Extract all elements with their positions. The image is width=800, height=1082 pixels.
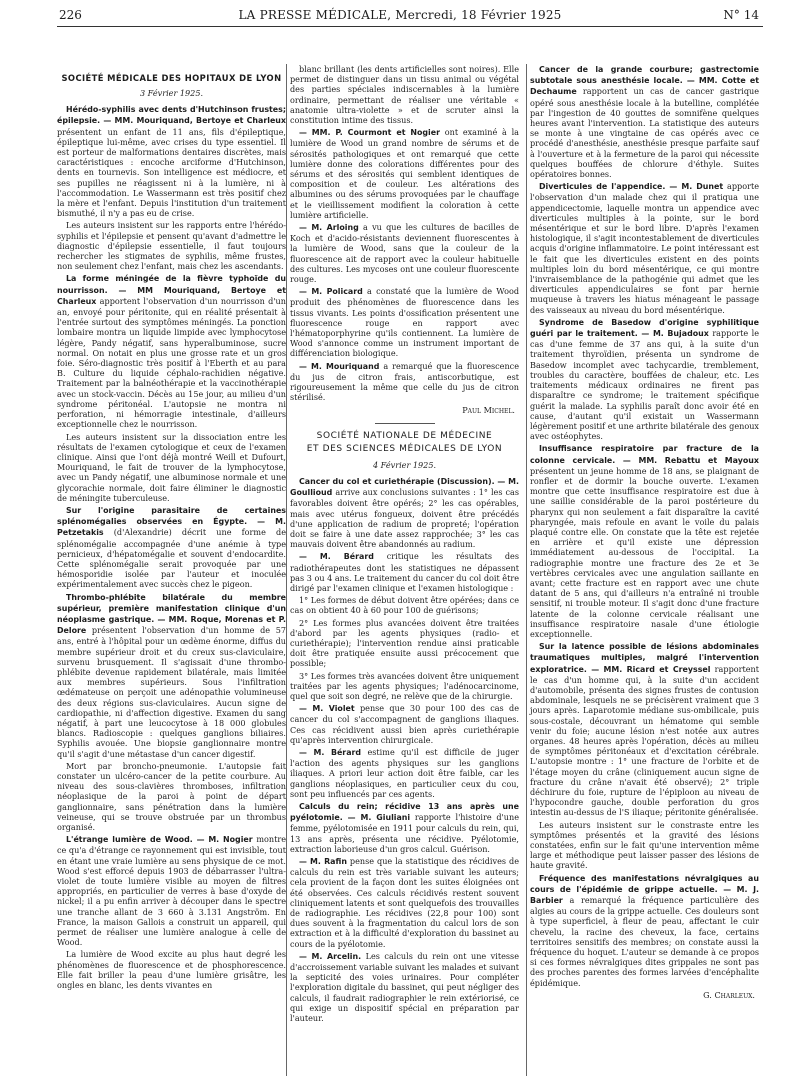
paragraph (57, 949, 286, 990)
paragraph (57, 761, 286, 832)
paragraph-heading: — M. Mouriquand (299, 361, 380, 371)
paragraph (290, 286, 519, 358)
paragraph (530, 317, 759, 441)
paragraph (290, 127, 519, 220)
column-1 (57, 70, 286, 992)
paragraph-text: Les auteurs insistent sur les rapports entre l'hérédo-syphilis et l'épilepsie et pensent qu'avant d'admettre le diagnostic d'épilepsie essentielle, il faut toujours rechercher les stigmates de syphilis, même frustes, non seulement chez l'enfant, mais chez les ascendants. (57, 220, 286, 272)
paragraph-text: présentent un jeune homme de 18 ans, se plaignant de ronfler et de dormir la bouche ouverte. L'examen montre que cette insuffisance respiratoire est due à une saillie considérable de la paroi postérieure du pharynx qui non seulement a fait disparaître la cavité pharyngée, mais refoule en avant le voile du palais plaqué contre elle. On constate que la tête est rejetée en arrière et qu'il existe une dépression immédiatement au-dessous de l'occipital. La radiographie montre une fracture des 2e et 3e vertèbres cervicales avec une angulation saillante en avant; cette fracture est en rapport avec une chute datant de 5 ans, qui d'ailleurs n'a entraîné ni trouble sensitif, ni trouble moteur. Il s'agit donc d'une fracture latente de la colonne cervicale réalisant une insuffisance respiratoire nasale d'une étiologie exceptionnelle. (530, 465, 759, 639)
paragraph-heading: Fréquence des manifestations névralgiques au cours de l'épidémie de grippe actuelle. — M. J. Barbier (530, 873, 759, 906)
paragraph (290, 747, 519, 799)
paragraph-heading: — M. Bérard (299, 747, 362, 757)
paragraph-text: apportent l'observation d'un nourrisson d'un an, envoyé pour péritonite, qui en réalité présentait à l'entrée surtout des symptômes méningés. La ponction lombaire montra un liquide limpide avec lymphocytose légère, Pandy négatif, sans hyperalbuminose, sucre normal. On notait en plus une grosse rate et un gros foie. Séro-diagnostic très positif à l'Eberth et au para B. Culture du liquide céphalo-rachidien négative. Traitement par la balnéothérapie et la vaccinothérapie avec un stock-vaccin. Décès au 15e jour, au milieu d'un syndrome péritonéal. L'autopsie ne montra ni perforation, ni hémorragie intestinale, d'ailleurs exceptionnelle chez le nourrisson. (57, 295, 286, 430)
paragraph (290, 222, 519, 284)
paragraph-heading: L'étrange lumière de Wood. — M. Nogier (66, 835, 253, 845)
paragraph-text: présentent un enfant de 11 ans, fils d'épileptique, épileptique lui-même, avec crises du type essentiel. Il est porteur de malformations dentaires discrètes, mais caractéristiques : encoche arciforme d'Hutchinson, dents en tournevis. Son intelligence est médiocre, et ses pupilles ne réagissent ni à la lumière, ni à l'accommodation. Le Wassermann est très positif chez la mère et l'enfant. Depuis l'institution d'un traitement bismuthé, il n'y a pas eu de crise. (57, 126, 286, 219)
paragraph-heading: — M. Rafin (299, 857, 347, 867)
paragraph-text: apporte l'observation d'un malade chez qui il pratiqua une appendicectomie, laquelle montra un appendice avec diverticules multiples à la pointe, sur le bord mésentérique et sur le bord libre. D'après l'examen histologique, il s'agit incontestablement de diverticules acquis d'origine inflammatoire. Le point intéressant est le fait que les diverticules existent en des points multiples loin du bord mésentérique, ce qui montre l'invraisemblance de la pathogénie qui admet que les diverticules appendiculaires se font par hernie muqueuse à travers les hiatus ménageant le passage des vaisseaux au niveau du bord mésentérique. (530, 181, 760, 315)
paragraph (290, 703, 519, 745)
paragraph (290, 671, 519, 702)
paragraph (57, 505, 286, 590)
paragraph-heading: — M. Policard (299, 287, 363, 297)
paragraph (530, 443, 759, 639)
page-header (0, 0, 800, 28)
paragraph-heading: — M. Violet (299, 704, 355, 714)
paragraph (290, 361, 519, 403)
paragraph (57, 104, 286, 218)
paragraph (57, 432, 286, 503)
society-heading: SOCIÉTÉ NATIONALE DE MÉDECINE (316, 430, 493, 441)
signature: G. Charleux. (703, 989, 755, 1000)
paragraph-heading: Cancer du col et curiethérapie (Discussion). — M. Goullioud (290, 476, 519, 498)
header-rule (57, 26, 763, 27)
paragraph-text: a remarqué que la fluorescence du jus de citron frais, antiscorbutique, est rigoureusement la même que celle du jus de citron stérilisé. (290, 360, 520, 403)
session-date: 3 Février 1925. (139, 88, 204, 98)
paragraph (530, 873, 759, 988)
paragraph (290, 951, 519, 1023)
paragraph-text: rapportent le cas d'un homme qui, à la suite d'un accident d'automobile, présenta des signes frustes de contusion abdominale, lesquels ne se précisèrent vraiment que 3 jours après. Laparotomie médiane sus-ombilicale, puis sous-costale, découvrant un hématome qui semble venir du foie; aucune lésion n'est notée aux autres organes. 48 heures après l'opération, décès au milieu de symptômes péritonéaux et d'excitation cérébrale. L'autopsie montre : 1° une fracture de l'orbite et de l'étage moyen du crâne (cliniquement aucun signe de fracture du crâne n'avait été observé); 2° triple déchirure du foie, rupture de l'épiploon au niveau de l'hypocondre gauche, double perforation du gros intestin au-dessus de l'S iliaque; péritonite généralisée. (530, 663, 759, 818)
paragraph-text: (d'Alexandrie) décrit une forme de splénomégalie accompagnée d'une anémie à type pernicieux, d'hépatomégalie et souvent d'endocardite. Cette splénomégalie serait provoquée par une hémosporidie isolée par l'auteur et inoculée expérimentalement avec succès chez le pigeon. (57, 527, 286, 590)
paragraph-text: rapporte le cas d'une femme de 37 ans qui, à la suite d'un traitement thyroïdien, présenta un syndrome de Basedow incomplet avec tachycardie, tremblement, troubles du caractère, bouffées de chaleur, etc. Les traitements médicaux ordinaires ne firent pas disparaître ce syndrome; le traitement spécifique guérit la malade. La syphilis paraît donc avoir été en cause, d'autant qu'il existait un Wassermann légèrement positif et une arthrite bilatérale des genoux avec ostéophytes. (530, 328, 759, 442)
col3-body (530, 64, 759, 988)
section-rule (375, 423, 435, 424)
paragraph (290, 476, 519, 549)
paragraph-text: 3° Les formes très avancées doivent être uniquement traitées par les agents physiques; l'adénocarcinome, quel que soit son degré, ne relève que de la chirurgie. (290, 670, 519, 701)
paragraph-text: rapportent un cas de cancer gastrique opéré sous anesthésie locale à la butelline, complétée par l'ingestion de 40 gouttes de somnifène quelques heures avant l'intervention. La statistique des auteurs se monte à une vingtaine de cas opérés avec ce procédé d'anesthésie, anesthésie presque parfaite sauf à l'ouverture et à la fermeture de la paroi qui nécessite quelques bouffées de chlorure d'éthyle. Suites opératoires bonnes. (530, 86, 759, 180)
paragraph-text: Les calculs du rein ont une vitesse d'accroissement variable suivant les malades et suivant la septicité des voies urinaires. Pour compléter l'exploration digitale du bassinet, qui peut négliger des calculs, il faudrait radiographier le rein extériorisé, ce qui exige un dispositif spécial en préparation par l'auteur. (290, 950, 519, 1024)
journal-title: LA PRESSE MÉDICALE, Mercredi, 18 Février 1925 (238, 8, 562, 22)
paragraph-text: rapporte l'histoire d'une femme, pyélotomisée en 1911 pour calculs du rein, qui, 13 ans après, présenta une récidive. Pyélotomie, extraction laborieuse d'un gros calcul. Guérison. (290, 812, 519, 854)
paragraph (530, 64, 759, 179)
paragraph (530, 181, 759, 315)
page-number: 226 (59, 8, 82, 22)
column-2 (290, 64, 519, 1025)
paragraph-heading: Calculs du rein; récidive 13 ans après une pyélotomie. — M. Giuliani (290, 802, 519, 823)
paragraph-heading: Sur l'origine parasitaire de certaines splénomégalies observées en Égypte. — M. Petzetakis (57, 505, 286, 538)
paragraph-text: Mort par broncho-pneumonie. L'autopsie fait constater un ulcéro-cancer de la petite courbure. Au niveau des sous-clavières thromboses, infiltration néoplasique de la paroi à point de départ ganglionnaire, sans pénétration dans la lumière veineuse, qui se trouve obstruée par un thrombus organisé. (57, 760, 286, 833)
paragraph (530, 641, 759, 817)
paragraph-heading: Thrombo-phlébite bilatérale du membre supérieur, première manifestation clinique d'un néoplasme gastrique. — MM. Roque, Morenas et P. Delore (57, 592, 286, 636)
paragraph-text: Les auteurs insistent sur le constraste entre les symptômes présentés et la gravité des lésions constatées, enfin sur le fait qu'une intervention même large et méthodique peut laisser passer des lésions de haute gravité. (530, 819, 759, 871)
society-heading: SOCIÉTÉ MÉDICALE DES HOPITAUX DE LYON (61, 73, 282, 83)
col2-body-2 (290, 476, 519, 1023)
paragraph-text: La lumière de Wood excite au plus haut degré les phénomènes de fluorescence et de phosphorescence. Elle fait briller la peau d'une lumière grisâtre, les ongles en blanc, les dents vivantes en (57, 949, 286, 991)
paragraph (57, 592, 286, 759)
signature: Paul Michel. (462, 404, 515, 415)
paragraph (290, 64, 519, 125)
column-divider (526, 64, 527, 1076)
paragraph (290, 551, 519, 593)
paragraph-text: arrive aux conclusions suivantes : 1° les cas favorables doivent être opérés; 2° les cas opérables, mais avec utérus fongueux, doivent être précédés d'une application de radium de propreté; l'opération doit se faire à une date assez rapprochée; 3° les cas mauvais doivent être abandonnés au radium. (290, 487, 519, 550)
paragraph (290, 801, 519, 854)
paragraph-heading: — MM. P. Courmont et Nogier (299, 128, 440, 138)
paragraph-heading: Diverticules de l'appendice. — M. Dunet (539, 182, 724, 192)
paragraph-heading: Syndrome de Basedow d'origine syphilitique guéri par le traitement. — M. Bujadoux (530, 317, 759, 339)
paragraph-text: critique les résultats des radiothérapeutes dont les statistiques ne dépassent pas 3 ou 4 ans. Le traitement du cancer du col doit être dirigé par l'examen clinique et l'examen histologique : (290, 551, 520, 593)
paragraph-text: a vu que les cultures de bacilles de Koch et d'acido-résistants deviennent fluorescentes à la lumière de Wood, sans que la couleur de la fluorescence ait de rapport avec la couleur habituelle des cultures. Les mycoses ont une couleur fluorescente rouge. (290, 222, 519, 285)
paragraph-text: 2° Les formes plus avancées doivent être traitées d'abord par les agents physiques (radio- et curiethérapie); l'intervention rendue ainsi praticable doit être pratiquée ensuite aussi précocement que possible; (290, 617, 519, 669)
session-date: 4 Février 1925. (372, 459, 437, 470)
paragraph-text: a constaté que la lumière de Wood produit des phénomènes de fluorescence dans les tissus vivants. Les points d'ossification présentent une fluorescence rouge en rapport avec l'hématoporphyrine qu'ils contiennent. La lumière de Wood s'annonce comme un instrument important de différenciation biologique. (290, 286, 519, 359)
paragraph-text: présentent l'observation d'un homme de 57 ans, entré à l'hôpital pour un œdème énorme, diffus du membre supérieur droit et du creux sus-claviculaire, survenu brusquement. Il s'agissait d'une thrombo-phlébite devenue rapidement bilatérale, mais limitée aux membres supérieurs. Sous l'infiltration œdémateuse on perçoit une adénopathie volumineuse des deux régions sus-claviculaires. Aucun signe de cardiopathie, ni d'affection digestive. Examen du sang négatif, à part une leucocytose à 18 000 globules blancs. Radioscopie : quelques ganglions biliaires. Syphilis avouée. Une biopsie ganglionnaire montre qu'il s'agit d'une métastase d'un cancer digestif. (57, 625, 286, 759)
society-heading-line2: ET DES SCIENCES MÉDICALES DE LYON (306, 443, 503, 454)
column-3 (530, 64, 759, 1008)
paragraph-text: pense que 30 pour 100 des cas de cancer du col s'accompagnent de ganglions iliaques. Ces cas récidivent aussi bien après curiethérapie qu'après intervention chirurgicale. (290, 703, 520, 745)
paragraph (290, 856, 519, 949)
paragraph (290, 595, 519, 615)
paragraph-heading: Insuffisance respiratoire par fracture de la colonne cervicale. — MM. Rebattu et Mayoux (530, 444, 759, 465)
paragraph-text: ont examiné à la lumière de Wood un grand nombre de sérums et de sérosités pathologiques et ont remarqué que cette lumière donne des colorations différentes pour des sérums et des sérosités qui semblent identiques de composition et de couleur. Les altérations des albumines ou des sérums provoquées par le chauffage et le vieillissement modifient la coloration à cette lumière artificielle. (290, 127, 519, 220)
paragraph-heading: — M. Bérard (299, 552, 374, 562)
col1-body (57, 104, 286, 990)
issue-number: N° 14 (723, 8, 759, 22)
col2-body (290, 64, 519, 403)
paragraph-heading: — M. Arloing (299, 223, 359, 233)
paragraph-text: Les auteurs insistent sur la dissociation entre les résultats de l'examen cytologique et ceux de l'examen clinique. Ainsi que l'ont déjà montré Weill et Dufourt, Mouriquand, le fait de trouver de la lymphocytose, avec un Pandy négatif, une albuminose normale et une glycorachie normale, doit faire éliminer le diagnostic de méningite tuberculeuse. (57, 431, 286, 503)
paragraph-text: 1° Les formes de début doivent être opérées; dans ce cas on obtient 40 à 60 pour 100 de guérisons; (290, 595, 519, 616)
paragraph (57, 834, 286, 947)
paragraph-heading: Sur la latence possible de lésions abdominales traumatiques multiples, malgré l'intervention exploratrice. — MM. Ricard et Creyssel (530, 642, 759, 674)
paragraph-heading: — M. Arcelin. (299, 951, 362, 961)
paragraph (57, 220, 286, 271)
paragraph-text: montre ce qu'a d'étrange ce rayonnement qui est invisible, tout en étant une vraie lumière au sens physique de ce mot. Wood s'est efforcé depuis 1903 de débarrasser l'ultra-violet de toute lumière visible au moyen de filtres appropriés, en particulier de verres à base d'oxyde de nickel; il a pu enfin arriver à découper dans le spectre une tranche allant de 3 660 à 3.131 Angström. En France, la maison Gallois a construit un appareil, qui permet de réaliser une lumière analogue à celle de Wood. (57, 834, 286, 948)
paragraph-text: a remarqué la fréquence particulière des algies au cours de la grippe actuelle. Ces douleurs sont à type superficiel, à fleur de peau, affectant le cuir chevelu, la racine des cheveux, la face, certains territoires sensitifs des membres; on constate aussi la fréquence du hoquet. L'auteur se demande à ce propos si ces formes névralgiques dites grippales ne sont pas des proches parentes des formes larvées d'encéphalite épidémique. (530, 895, 759, 988)
paragraph-text: estime qu'il est difficile de juger l'action des agents physiques sur les ganglions iliaques. A priori leur action doit être faible, car les ganglions néoplasiques, en particulier ceux du cou, sont peu influencés par ces agents. (290, 746, 519, 799)
paragraph-heading: Cancer de la grande courbure; gastrectomie subtotale sous anesthésie locale. — MM. Cotte et Dechaume (530, 65, 759, 97)
paragraph (530, 820, 759, 871)
paragraph-heading: Hérédo-syphilis avec dents d'Hutchinson frustes; épilepsie. — MM. Mouriquand, Bertoye et Charleux (57, 105, 286, 126)
paragraph-text: blanc brillant (les dents artificielles sont noires). Elle permet de distinguer dans un tissu animal ou végétal des parties spéciales indiscernables à la lumière ordinaire, permettant de réaliser une véritable « anatomie ultra-violette » et de scruter ainsi la constitution intime des tissus. (290, 64, 519, 126)
column-divider (286, 64, 287, 1076)
paragraph-heading: La forme méningée de la fièvre typhoïde du nourrisson. — MM Mouriquand, Bertoye et Charleux (57, 274, 286, 306)
paragraph (290, 618, 519, 669)
paragraph (57, 273, 286, 429)
paragraph-text: pense que la statistique des récidives de calculs du rein est très variable suivant les auteurs; cela provient de la façon dont les suites éloignées ont été observées. Ces calculs récidivés restent souvent cliniquement latents et sont quelquefois des trouvailles de radiographie. Les récidives (22,8 pour 100) sont dues souvent à la fragmentation du calcul lors de son extraction et à la difficulté d'exploration du bassinet au cours de la pyélotomie. (290, 856, 519, 949)
